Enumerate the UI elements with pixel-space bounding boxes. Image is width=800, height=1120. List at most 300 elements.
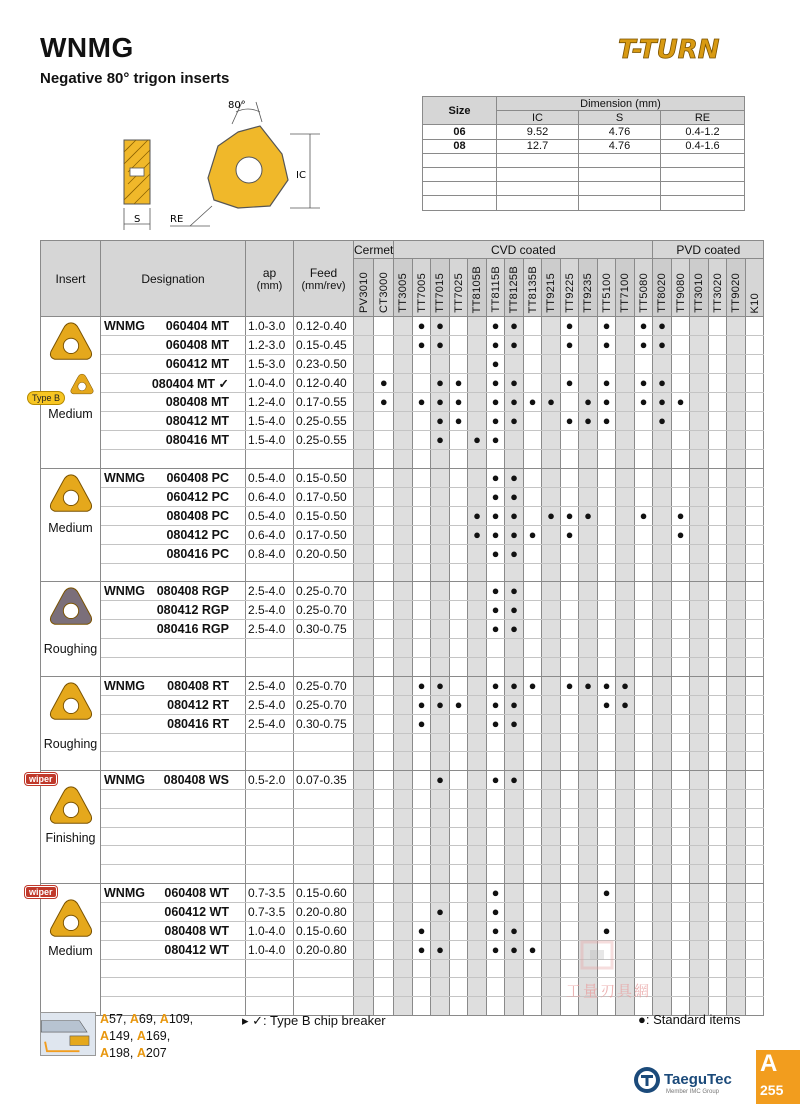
ap-cell: 0.8-4.0 bbox=[246, 544, 294, 563]
page-reference-link[interactable]: A57 bbox=[100, 1012, 123, 1026]
ap-cell: 1.5-4.0 bbox=[246, 431, 294, 450]
standard-dot-icon: ● bbox=[436, 413, 445, 428]
ap-cell: 1.2-3.0 bbox=[246, 336, 294, 355]
feed-cell bbox=[294, 752, 354, 771]
grade-cell bbox=[449, 317, 468, 336]
grade-cell bbox=[616, 450, 635, 469]
grade-cell bbox=[412, 601, 431, 620]
standard-dot-icon: ● bbox=[417, 318, 426, 333]
standard-dot-icon: ● bbox=[491, 356, 500, 371]
grade-cell bbox=[579, 374, 598, 393]
grade-cell bbox=[486, 959, 505, 978]
feed-cell: 0.15-0.45 bbox=[294, 336, 354, 355]
ap-cell bbox=[246, 752, 294, 771]
grade-cell bbox=[523, 846, 542, 865]
grade-cell bbox=[468, 846, 487, 865]
grade-cell bbox=[671, 639, 690, 658]
grade-cell bbox=[354, 733, 374, 752]
grade-cell bbox=[431, 336, 450, 355]
designation-code: 080416 RT bbox=[167, 716, 229, 731]
grade-cell bbox=[727, 733, 746, 752]
grade-cell bbox=[505, 468, 524, 487]
type-b-badge: Type B bbox=[27, 391, 65, 405]
grade-cell bbox=[374, 959, 394, 978]
standard-dot-icon: ● bbox=[436, 677, 445, 693]
grade-cell bbox=[354, 752, 374, 771]
designation-cell bbox=[101, 506, 246, 525]
grade-cell bbox=[690, 601, 709, 620]
table-row-blank bbox=[41, 733, 764, 752]
grade-cell bbox=[505, 544, 524, 563]
grade-cell bbox=[560, 864, 579, 883]
standard-dot-icon: ● bbox=[436, 432, 445, 447]
grade-cell bbox=[354, 582, 374, 601]
designation-cell bbox=[101, 695, 246, 714]
grade-cell bbox=[468, 676, 487, 695]
grade-cell bbox=[394, 978, 413, 997]
grade-cell bbox=[449, 752, 468, 771]
feed-cell bbox=[294, 658, 354, 677]
grade-cell bbox=[412, 808, 431, 827]
ap-cell: 1.5-4.0 bbox=[246, 412, 294, 431]
designation-prefix: WNMG bbox=[104, 678, 145, 693]
grade-cell bbox=[579, 695, 598, 714]
grade-cell bbox=[468, 487, 487, 506]
grade-cell bbox=[690, 883, 709, 902]
s-cell: 4.76 bbox=[579, 139, 661, 153]
grade-cell bbox=[616, 676, 635, 695]
designation-cell bbox=[101, 883, 246, 902]
page-reference-link[interactable]: A69 bbox=[129, 1012, 153, 1026]
grade-group-header: PVD coated bbox=[653, 241, 764, 259]
table-row bbox=[41, 771, 764, 790]
grade-cell bbox=[690, 864, 709, 883]
grade-label: CT3000 bbox=[377, 272, 390, 313]
grade-cell bbox=[394, 959, 413, 978]
designation-code: 080408 PC bbox=[166, 508, 229, 523]
standard-dot-icon: ● bbox=[510, 583, 519, 599]
insert-image-icon bbox=[47, 586, 95, 630]
grade-cell bbox=[449, 582, 468, 601]
grade-cell bbox=[597, 336, 616, 355]
grade-cell bbox=[690, 959, 709, 978]
standard-dot-icon: ● bbox=[417, 337, 426, 352]
table-row bbox=[41, 393, 764, 412]
grade-cell bbox=[431, 790, 450, 809]
grade-cell bbox=[431, 563, 450, 582]
grade-cell bbox=[486, 846, 505, 865]
grade-cell bbox=[671, 374, 690, 393]
grade-label: TT9080 bbox=[674, 273, 687, 313]
grade-cell bbox=[412, 487, 431, 506]
grade-cell bbox=[431, 468, 450, 487]
table-row-blank bbox=[41, 827, 764, 846]
grade-cell bbox=[449, 393, 468, 412]
grade-cell bbox=[708, 714, 727, 733]
grade-cell bbox=[486, 336, 505, 355]
grade-cell bbox=[579, 544, 598, 563]
insert-application-label: Medium bbox=[48, 407, 93, 421]
grade-cell bbox=[505, 902, 524, 921]
grade-cell bbox=[486, 658, 505, 677]
grade-cell bbox=[468, 695, 487, 714]
grade-label: TT7015 bbox=[434, 273, 447, 313]
grade-cell bbox=[690, 487, 709, 506]
grade-cell bbox=[354, 487, 374, 506]
grade-cell bbox=[579, 883, 598, 902]
grade-cell bbox=[523, 374, 542, 393]
grade-cell bbox=[431, 752, 450, 771]
grade-cell bbox=[653, 864, 672, 883]
feed-cell bbox=[294, 978, 354, 997]
grade-cell bbox=[690, 676, 709, 695]
ap-cell: 0.7-3.5 bbox=[246, 883, 294, 902]
grade-cell bbox=[634, 317, 653, 336]
grade-cell bbox=[412, 450, 431, 469]
grade-cell bbox=[745, 639, 764, 658]
grade-cell bbox=[374, 714, 394, 733]
grade-cell bbox=[505, 827, 524, 846]
page-reference-link[interactable]: A149 bbox=[100, 1029, 130, 1043]
feed-cell: 0.30-0.75 bbox=[294, 714, 354, 733]
grade-label: TT3010 bbox=[693, 273, 706, 313]
grade-cell bbox=[374, 582, 394, 601]
grade-cell bbox=[412, 827, 431, 846]
grade-cell bbox=[634, 374, 653, 393]
standard-dot-icon: ● bbox=[491, 375, 500, 390]
grade-cell bbox=[653, 563, 672, 582]
standard-dot-icon: ● bbox=[510, 772, 519, 788]
standard-dot-icon: ● bbox=[658, 394, 667, 409]
designation-cell bbox=[101, 355, 246, 374]
grade-cell bbox=[560, 487, 579, 506]
grade-cell bbox=[468, 883, 487, 902]
table-row-blank bbox=[41, 639, 764, 658]
grade-cell bbox=[449, 676, 468, 695]
insert-cell bbox=[41, 676, 101, 770]
grade-cell bbox=[597, 317, 616, 336]
standard-dot-icon: ● bbox=[547, 394, 556, 409]
grade-cell bbox=[449, 658, 468, 677]
standard-dot-icon: ● bbox=[510, 602, 519, 618]
grade-cell bbox=[354, 412, 374, 431]
designation-cell bbox=[101, 374, 246, 393]
grade-cell bbox=[597, 468, 616, 487]
ap-cell: 0.5-4.0 bbox=[246, 468, 294, 487]
grade-cell bbox=[394, 940, 413, 959]
insert-application-label: Finishing bbox=[45, 831, 96, 846]
grade-cell bbox=[468, 525, 487, 544]
grade-cell bbox=[653, 544, 672, 563]
grade-cell bbox=[579, 317, 598, 336]
grade-cell bbox=[708, 336, 727, 355]
grade-cell bbox=[671, 676, 690, 695]
grade-cell bbox=[708, 902, 727, 921]
designation-code: 080412 WT bbox=[164, 942, 229, 957]
grade-cell bbox=[745, 601, 764, 620]
grade-cell bbox=[468, 902, 487, 921]
grade-cell bbox=[579, 752, 598, 771]
standard-dot-icon: ● bbox=[473, 526, 482, 542]
standard-dot-icon: ● bbox=[547, 507, 556, 523]
grade-cell bbox=[486, 582, 505, 601]
grade-cell bbox=[542, 639, 561, 658]
grade-group-header: Cermet bbox=[354, 242, 394, 257]
grade-cell bbox=[708, 374, 727, 393]
standard-dot-icon: ● bbox=[565, 318, 574, 333]
ap-cell: 1.0-3.0 bbox=[246, 317, 294, 336]
page-reference-link[interactable]: A109 bbox=[159, 1012, 190, 1026]
grade-cell bbox=[449, 996, 468, 1015]
grade-cell bbox=[523, 790, 542, 809]
feed-cell: 0.07-0.35 bbox=[294, 771, 354, 790]
grade-cell bbox=[394, 790, 413, 809]
grade-cell bbox=[690, 544, 709, 563]
standard-dot-icon: ● bbox=[602, 394, 611, 409]
grade-cell bbox=[431, 902, 450, 921]
grade-cell bbox=[597, 544, 616, 563]
grade-cell bbox=[523, 883, 542, 902]
grade-cell bbox=[542, 336, 561, 355]
feed-cell bbox=[294, 808, 354, 827]
grade-cell bbox=[690, 639, 709, 658]
table-row bbox=[41, 412, 764, 431]
grade-cell bbox=[579, 714, 598, 733]
grade-cell bbox=[671, 355, 690, 374]
standard-dot-icon: ● bbox=[454, 394, 463, 409]
insert-image-icon bbox=[47, 898, 95, 942]
grade-cell bbox=[486, 864, 505, 883]
grade-label: PV3010 bbox=[357, 272, 370, 313]
grade-cell bbox=[597, 752, 616, 771]
page-reference-link[interactable]: A198 bbox=[100, 1046, 130, 1060]
grade-cell bbox=[560, 790, 579, 809]
ic-label: IC bbox=[296, 170, 306, 181]
grade-cell bbox=[727, 883, 746, 902]
grade-cell bbox=[486, 771, 505, 790]
designation-code: 080412 RGP bbox=[156, 603, 229, 618]
grade-header bbox=[542, 259, 561, 317]
standard-dot-icon: ● bbox=[491, 488, 500, 504]
grade-cell bbox=[542, 506, 561, 525]
designation-code: 080416 PC bbox=[166, 546, 229, 561]
table-row bbox=[41, 317, 764, 336]
grade-cell bbox=[374, 978, 394, 997]
grade-cell bbox=[505, 563, 524, 582]
grade-cell bbox=[671, 601, 690, 620]
grade-cell bbox=[653, 450, 672, 469]
insert-dimension-diagram bbox=[110, 96, 330, 232]
grade-header bbox=[412, 259, 431, 317]
grade-cell bbox=[542, 374, 561, 393]
grade-cell bbox=[394, 450, 413, 469]
grade-cell bbox=[690, 846, 709, 865]
grade-cell bbox=[708, 978, 727, 997]
grade-cell bbox=[374, 695, 394, 714]
grade-cell bbox=[412, 864, 431, 883]
grade-cell bbox=[468, 355, 487, 374]
table-row bbox=[41, 506, 764, 525]
grade-cell bbox=[597, 921, 616, 940]
table-row-blank bbox=[41, 864, 764, 883]
standard-dot-icon: ● bbox=[436, 941, 445, 957]
designation-cell bbox=[101, 468, 246, 487]
table-row bbox=[41, 487, 764, 506]
standard-dot-icon: ● bbox=[510, 677, 519, 693]
designation-cell bbox=[101, 317, 246, 336]
grade-cell bbox=[449, 846, 468, 865]
grade-cell bbox=[727, 412, 746, 431]
grade-cell bbox=[560, 468, 579, 487]
page-reference-link[interactable]: A169 bbox=[136, 1029, 167, 1043]
grade-cell bbox=[634, 752, 653, 771]
grade-cell bbox=[616, 431, 635, 450]
feed-cell bbox=[294, 864, 354, 883]
grade-cell bbox=[486, 412, 505, 431]
standard-dot-icon: ● bbox=[510, 413, 519, 428]
grade-cell bbox=[523, 676, 542, 695]
grade-cell bbox=[354, 450, 374, 469]
grade-cell bbox=[523, 506, 542, 525]
grade-cell bbox=[374, 374, 394, 393]
page-reference-link[interactable]: A207 bbox=[136, 1046, 167, 1060]
typeb-legend: ▸ ✓: Type B chip breaker bbox=[242, 1013, 386, 1028]
grade-cell bbox=[542, 846, 561, 865]
grade-cell bbox=[523, 431, 542, 450]
grade-cell bbox=[374, 563, 394, 582]
grade-cell bbox=[690, 450, 709, 469]
grade-cell bbox=[354, 658, 374, 677]
grade-cell bbox=[597, 846, 616, 865]
standard-dot-icon: ● bbox=[491, 337, 500, 352]
grade-cell bbox=[653, 733, 672, 752]
grade-cell bbox=[449, 940, 468, 959]
grade-cell bbox=[431, 808, 450, 827]
page-title: WNMG bbox=[40, 32, 134, 63]
feed-cell: 0.25-0.70 bbox=[294, 601, 354, 620]
grade-cell bbox=[542, 771, 561, 790]
grade-cell bbox=[431, 412, 450, 431]
grade-cell bbox=[374, 752, 394, 771]
grade-cell bbox=[542, 790, 561, 809]
grade-label: K10 bbox=[748, 292, 761, 313]
grade-cell bbox=[597, 582, 616, 601]
standard-dot-icon: ● bbox=[565, 677, 574, 693]
standard-dot-icon: ● bbox=[454, 375, 463, 390]
grade-cell bbox=[505, 393, 524, 412]
designation-cell bbox=[101, 639, 246, 658]
grade-cell bbox=[560, 771, 579, 790]
grade-cell bbox=[671, 544, 690, 563]
grade-cell bbox=[671, 846, 690, 865]
grade-cell bbox=[560, 658, 579, 677]
grade-header bbox=[468, 259, 487, 317]
wiper-badge: wiper bbox=[25, 886, 57, 898]
grade-cell bbox=[486, 525, 505, 544]
grade-cell bbox=[505, 733, 524, 752]
grade-cell bbox=[616, 544, 635, 563]
grade-cell bbox=[671, 336, 690, 355]
s-label: S bbox=[134, 214, 141, 225]
standard-dot-icon: ● bbox=[621, 677, 630, 693]
grade-cell bbox=[579, 563, 598, 582]
grade-cell bbox=[523, 393, 542, 412]
grade-cell bbox=[374, 355, 394, 374]
grade-cell bbox=[597, 827, 616, 846]
table-row bbox=[41, 544, 764, 563]
insert-cell bbox=[41, 468, 101, 582]
grade-cell bbox=[354, 846, 374, 865]
grade-cell bbox=[486, 827, 505, 846]
grade-cell bbox=[354, 695, 374, 714]
grade-cell bbox=[560, 902, 579, 921]
grade-cell bbox=[727, 846, 746, 865]
insert-application-label: Medium bbox=[48, 943, 93, 958]
grade-cell bbox=[708, 620, 727, 639]
grade-cell bbox=[579, 487, 598, 506]
grade-header bbox=[597, 259, 616, 317]
grade-cell bbox=[616, 883, 635, 902]
grade-cell bbox=[523, 601, 542, 620]
grade-cell bbox=[505, 996, 524, 1015]
grade-cell bbox=[671, 468, 690, 487]
grade-cell bbox=[374, 883, 394, 902]
grade-cell bbox=[449, 468, 468, 487]
grade-cell bbox=[708, 544, 727, 563]
grade-cell bbox=[449, 864, 468, 883]
grade-cell bbox=[542, 902, 561, 921]
grade-cell bbox=[431, 695, 450, 714]
grade-cell bbox=[505, 883, 524, 902]
grade-cell bbox=[653, 658, 672, 677]
grade-cell bbox=[449, 506, 468, 525]
grade-cell bbox=[542, 393, 561, 412]
grade-cell bbox=[542, 695, 561, 714]
grade-cell bbox=[727, 393, 746, 412]
grade-cell bbox=[616, 864, 635, 883]
table-row bbox=[41, 601, 764, 620]
designation-cell bbox=[101, 827, 246, 846]
grade-group-header: CVD coated bbox=[394, 241, 653, 259]
grade-cell bbox=[745, 525, 764, 544]
table-row bbox=[41, 336, 764, 355]
grade-cell bbox=[412, 431, 431, 450]
grade-cell bbox=[634, 582, 653, 601]
standard-dot-icon: ● bbox=[565, 526, 574, 542]
grade-cell bbox=[374, 864, 394, 883]
grade-cell bbox=[449, 978, 468, 997]
grade-label: TT7100 bbox=[619, 273, 632, 313]
table-row bbox=[41, 695, 764, 714]
insert-grade-table bbox=[29, 240, 764, 1016]
grade-cell bbox=[468, 336, 487, 355]
grade-cell bbox=[542, 959, 561, 978]
grade-cell bbox=[394, 902, 413, 921]
grade-cell bbox=[354, 808, 374, 827]
grade-cell bbox=[597, 658, 616, 677]
grade-cell bbox=[653, 412, 672, 431]
grade-cell bbox=[523, 355, 542, 374]
grade-cell bbox=[468, 808, 487, 827]
grade-cell bbox=[708, 506, 727, 525]
grade-cell bbox=[616, 601, 635, 620]
grade-cell bbox=[727, 506, 746, 525]
grade-cell bbox=[579, 846, 598, 865]
grade-cell bbox=[690, 412, 709, 431]
grade-cell bbox=[653, 525, 672, 544]
designation-cell bbox=[101, 658, 246, 677]
grade-cell bbox=[671, 921, 690, 940]
